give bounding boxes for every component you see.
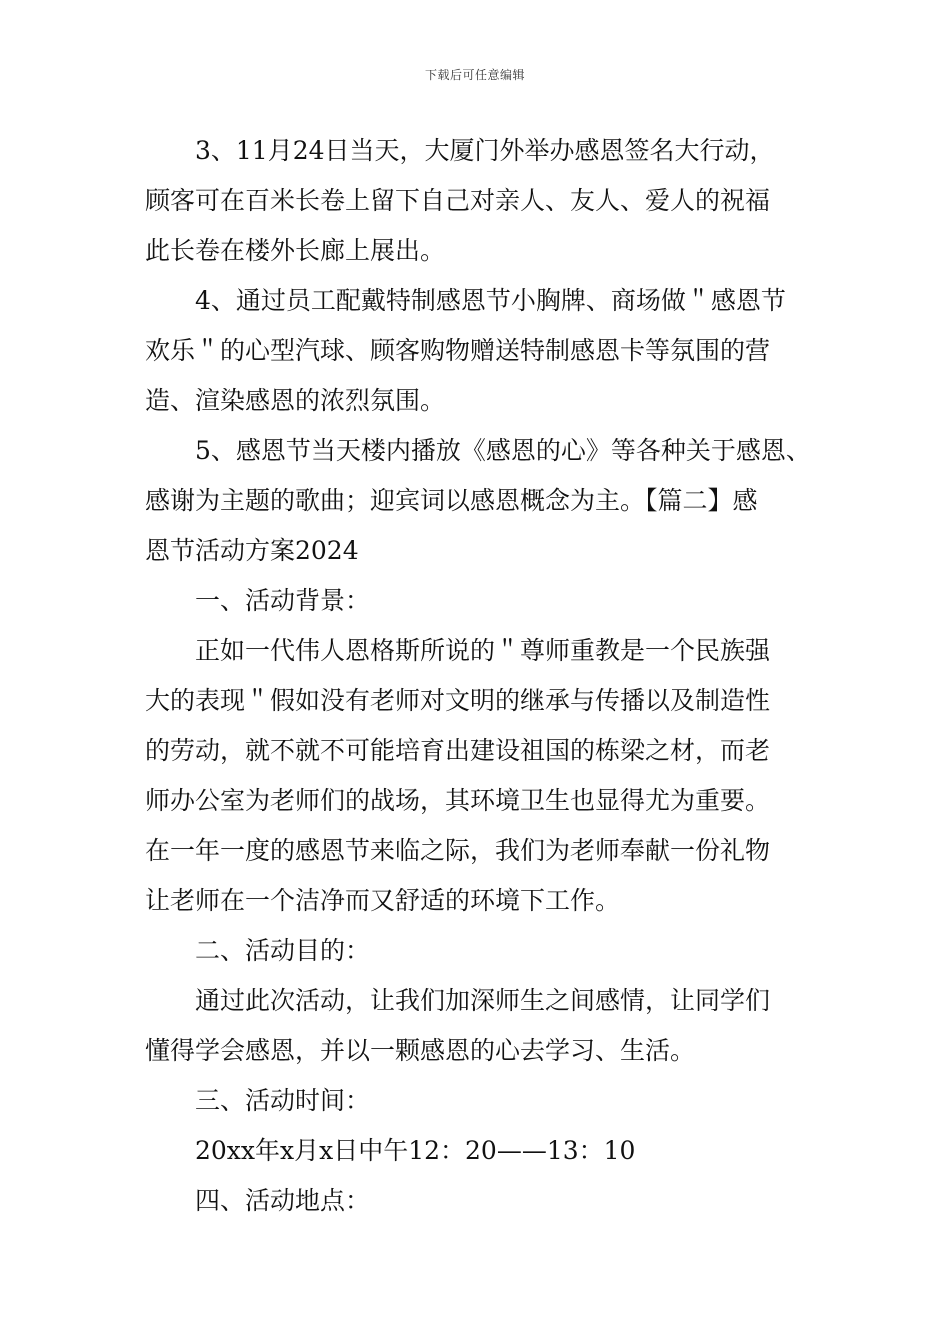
section-heading: 二、活动目的： bbox=[195, 936, 371, 965]
paragraph-line: 此长卷在楼外长廊上展出。 bbox=[145, 236, 446, 265]
paragraph-line: 3、11月24日当天，大厦门外举办感恩签名大行动， bbox=[195, 136, 775, 165]
paragraph-line: 的劳动，就不就不可能培育出建设祖国的栋梁之材，而老 bbox=[145, 736, 771, 765]
paragraph-line: 大的表现＂假如没有老师对文明的继承与传播以及制造性 bbox=[145, 686, 771, 715]
paragraph-line: 师办公室为老师们的战场，其环境卫生也显得尤为重要。 bbox=[145, 786, 771, 815]
paragraph-line: 让老师在一个洁净而又舒适的环境下工作。 bbox=[145, 886, 621, 915]
paragraph-line: 5、感恩节当天楼内播放《感恩的心》等各种关于感恩、 bbox=[195, 436, 811, 465]
section-heading: 四、活动地点： bbox=[195, 1186, 371, 1215]
paragraph-line: 顾客可在百米长卷上留下自己对亲人、友人、爱人的祝福 bbox=[145, 186, 771, 215]
paragraph-line: 4、通过员工配戴特制感恩节小胸牌、商场做＂感恩节 bbox=[195, 286, 786, 315]
section-heading: 三、活动时间： bbox=[195, 1086, 371, 1115]
paragraph-line: 通过此次活动，让我们加深师生之间感情，让同学们 bbox=[195, 986, 771, 1015]
section-heading: 一、活动背景： bbox=[195, 586, 371, 615]
paragraph-line: 20xx年x月x日中午12：20——13：10 bbox=[195, 1136, 636, 1165]
paragraph-line: 懂得学会感恩，并以一颗感恩的心去学习、生活。 bbox=[145, 1036, 696, 1065]
paragraph-line: 感谢为主题的歌曲；迎宾词以感恩概念为主。【篇二】感 bbox=[145, 486, 758, 515]
document-body bbox=[145, 126, 825, 1226]
paragraph-line: 正如一代伟人恩格斯所说的＂尊师重教是一个民族强 bbox=[195, 636, 771, 665]
paragraph-line: 造、渲染感恩的浓烈氛围。 bbox=[145, 386, 446, 415]
paragraph-line: 欢乐＂的心型汽球、顾客购物赠送特制感恩卡等氛围的营 bbox=[145, 336, 771, 365]
header-note: 下载后可任意编辑 bbox=[424, 68, 525, 82]
paragraph-line: 恩节活动方案2024 bbox=[145, 536, 359, 565]
paragraph-line: 在一年一度的感恩节来临之际，我们为老师奉献一份礼物 bbox=[145, 836, 771, 865]
